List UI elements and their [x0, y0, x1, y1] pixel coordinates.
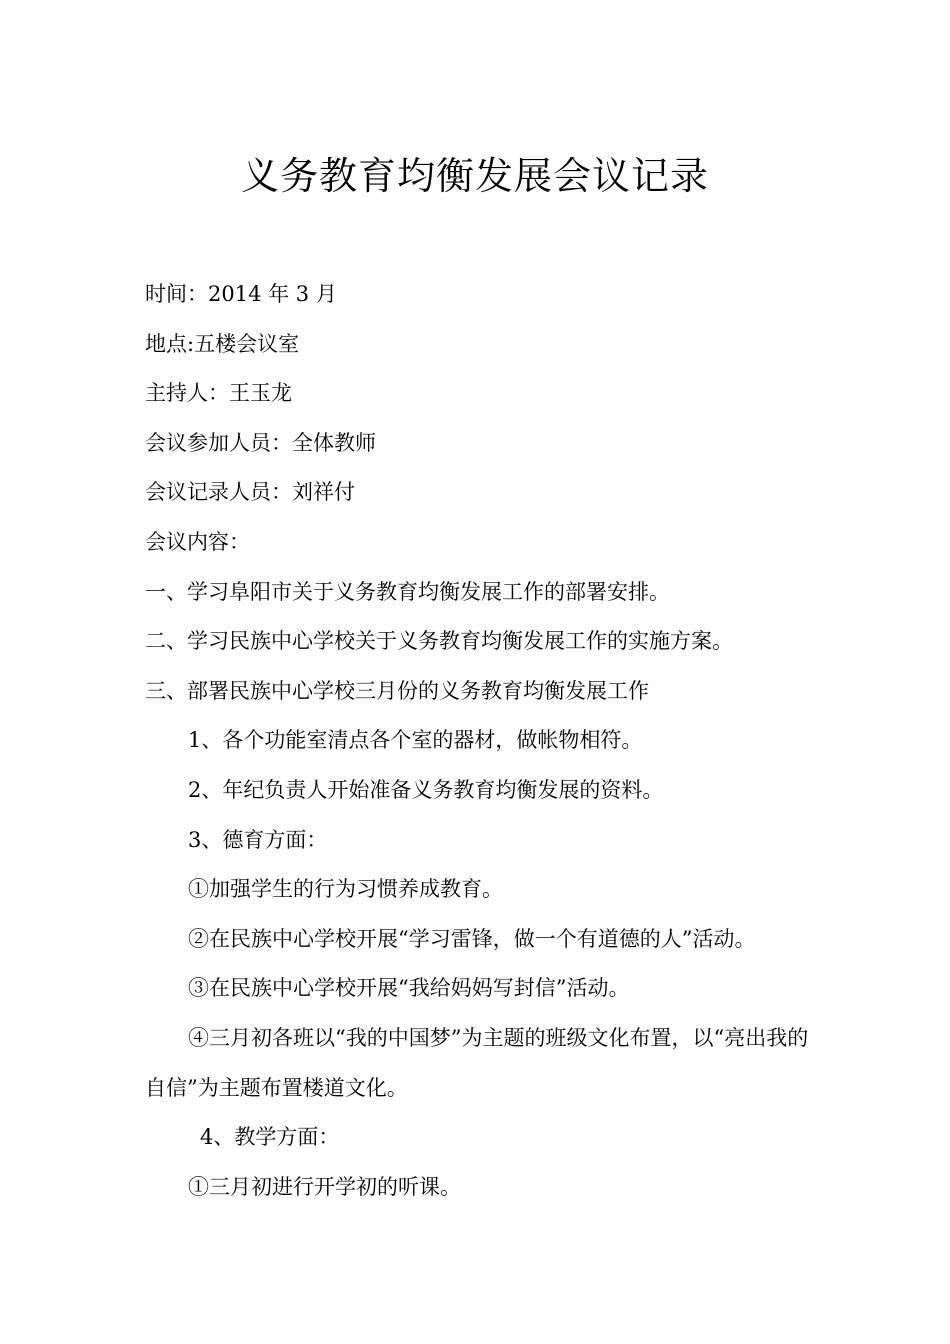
moral-item-4: ④三月初各班以“我的中国梦”为主题的班级文化布置，以“亮出我的自信”为主题布置楼道文化。	[145, 1025, 809, 1100]
sub-item-3: 3、德育方面：	[188, 827, 328, 852]
meeting-place: 地点:五楼会议室	[145, 331, 300, 356]
teach-item-1: ①三月初进行开学初的听课。	[188, 1174, 461, 1199]
moral-item-1: ①加强学生的行为习惯养成教育。	[188, 877, 503, 902]
meeting-host: 主持人：王玉龙	[145, 381, 292, 406]
content-heading: 会议内容：	[145, 529, 250, 554]
agenda-item-1: 一、学习阜阳市关于义务教育均衡发展工作的部署安排。	[145, 579, 670, 604]
agenda-item-3: 三、部署民族中心学校三月份的义务教育均衡发展工作	[145, 678, 649, 703]
meeting-participants: 会议参加人员：全体教师	[145, 430, 376, 455]
document-title: 义务教育均衡发展会议记录	[240, 154, 709, 198]
document-body	[145, 270, 825, 1212]
moral-item-3: ③在民族中心学校开展“我给妈妈写封信”活动。	[188, 976, 630, 1001]
sub-item-1: 1、各个功能室清点各个室的器材，做帐物相符。	[188, 728, 643, 753]
meeting-time: 时间：2014 年 3 月	[145, 282, 337, 306]
sub-item-4: 4、教学方面：	[200, 1125, 340, 1150]
agenda-item-2: 二、学习民族中心学校关于义务教育均衡发展工作的实施方案。	[145, 629, 733, 654]
sub-item-2: 2、年纪负责人开始准备义务教育均衡发展的资料。	[188, 777, 664, 802]
moral-item-2: ②在民族中心学校开展“学习雷锋，做一个有道德的人”活动。	[188, 926, 756, 951]
meeting-recorder: 会议记录人员：刘祥付	[145, 480, 355, 505]
